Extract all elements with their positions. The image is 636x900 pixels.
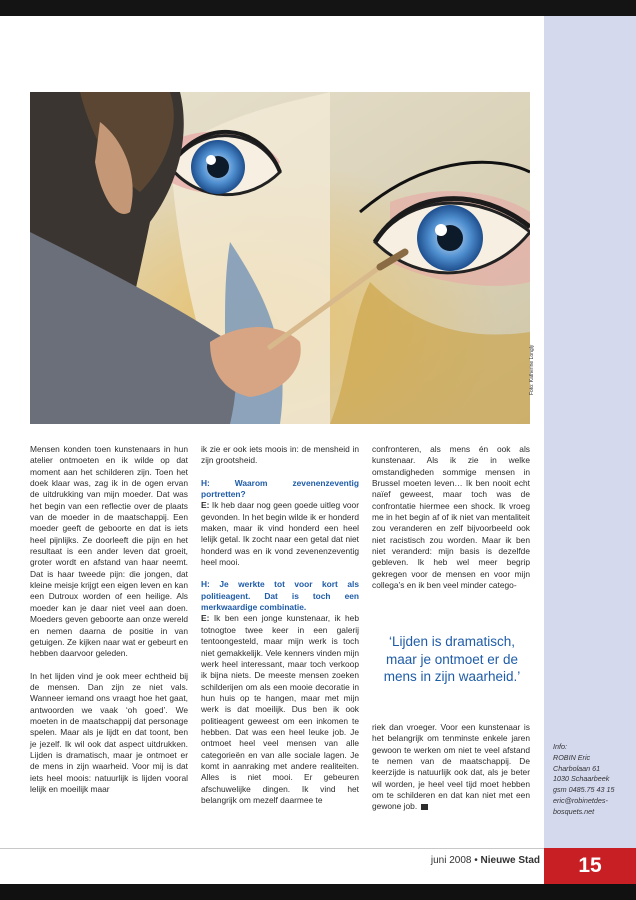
info-email-line-1: eric@robinetdes-: [553, 795, 608, 805]
top-bar: [0, 0, 636, 16]
painting-illustration: [30, 92, 530, 424]
info-email-line-2: bosquets.net: [553, 806, 595, 816]
interview-block-2: [201, 579, 359, 806]
page-number: 15: [544, 848, 636, 884]
answer-label: E:: [201, 613, 210, 624]
interview-question: H: Waarom zevenenzeventig portretten?: [201, 477, 359, 500]
photo-painter-eyes: [30, 92, 530, 424]
pull-quote: ‘Lijden is dramatisch, maar je ontmoet er de mens in zijn waarheid.’: [383, 634, 521, 684]
article-column-1: [30, 444, 188, 806]
info-city: 1030 Schaarbeek: [553, 774, 610, 784]
answer-label: E:: [201, 500, 210, 511]
footer-separator: •: [474, 855, 478, 866]
paragraph: ik zie er ook iets moois in: de mensheid in zijn grootsheid.: [201, 444, 359, 466]
bottom-bar: [0, 884, 636, 900]
end-mark-icon: [421, 804, 428, 810]
info-street: Charbolaan 61: [553, 763, 601, 773]
paragraph: riek dan vroeger. Voor een kunstenaar is het belangrijk om tenminste enkele jaren gewoon te werken om niet te veel afstand te nemen van de maatschappij. De keerzijde is natuurlijk ook dat, als je beter wil worden, je heel veel tijd moet hebben om te schilderen en dat kan niet met een gewone job.: [372, 722, 530, 812]
info-label: Info:: [553, 742, 567, 751]
article-column-3-continued: [372, 722, 530, 813]
interview-block-1: [201, 478, 359, 569]
interview-question: H: Je werkte tot voor kort als politieagent. Dat is toch een merkwaardige combinatie.: [201, 579, 359, 613]
info-box: [553, 742, 635, 818]
issue-date: juni 2008: [430, 855, 472, 866]
paragraph: Mensen konden toen kunstenaars in hun atelier ontmoeten en ik wilde op dat moment aan het schilderen zijn. Toen het doek klaar was, zag ik in de ogen ervan de uitdrukking van mijn moeder. Dat was het begin van een reflectie over de plaats van de moeder in de maatschappij. Een moeder geeft de geboorte en dat is iets heel pijnlijks. Ze doorleeft die pijn en het resultaat is een ander leven dat groeit, groter wordt en afstand van haar neemt. Dat is haar tweede pijn: die jongen, dat kleine meisje krijgt een eigen leven en kan een Dutroux worden of een heilige. Als moeder kan je daar niet veel aan doen. Moeders geven geboorte aan onze wereld en nemen daarna de positie in van getuigen. Ze kijken naar wat er gebeurt en hebben daarvoor geleden.: [30, 444, 188, 659]
magazine-name: Nieuwe Stad: [480, 855, 540, 866]
paragraph: confronteren, als mens én ook als kunstenaar. Als ik zie in welke omstandigheden sommige mensen in Brussel moeten leven… Ik ben nooit echt naïef geweest, maar toch was de confrontatie hiermee een shock. Ik vroeg me in het begin af of ik niet van mentaliteit zou veranderen en zelf bijvoorbeeld ook niet racistisch zou worden. Maar ik ben niet veranderd: mijn basis is dezelfde gebleven. Ik heb wel meer begrip gekregen voor de mensen en voor mijn collega’s en ik ben veel minder catego-: [372, 444, 530, 591]
info-gsm: gsm 0485.75 43 15: [553, 785, 615, 795]
article-column-3: [372, 444, 530, 602]
paragraph: In het lijden vind je ook meer echtheid bij de mensen. Dan zijn ze niet vals. Wanneer iemand ons vraagt hoe het gaat, antwoorden we vaak ‘oh goed’. We moeten in de maatschappij dat personage spelen. Maar als je lijdt en dat toont, ben je jezelf. Ik wil ook dat aspect uitdrukken. Lijden is dramatisch, maar je ontmoet er de mens in zijn waarheid. Voor mij is dat iets heel moois: natuurlijk is lijden vooral lelijk en moeilijk maar: [30, 670, 188, 794]
interview-answer: Ik ben een jonge kunstenaar, ik heb totnogtoe twee keer in een galerij tentoongesteld, maar mijn werk is toch niet gemakkelijk. Vele kenners vinden mijn werk heel interessant, maar toch verkoop ik bijna niets. De meeste mensen zoeken schilderijen om als een mooie decoratie in hun huis op te hangen, maar met mijn werk is dat moeilijk. Dus ben ik ook politieagent geweest om een inkomen te hebben. Dat was een heel leuke job. Je ontmoet heel veel mensen van alle categorieën en van alle sociale lagen. Je komt in aanraking met andere realiteiten. Alles is niet mooi. Er gebeuren afschuwelijke dingen. Ik vind het belangrijk om mezelf daarmee te: [201, 613, 359, 805]
footer-rule: [0, 848, 544, 849]
info-name: ROBIN Eric: [553, 752, 591, 762]
article-column-2: [201, 444, 359, 817]
interview-answer: Ik heb daar nog geen goede uitleg voor gevonden. In het begin wilde ik er honderd maken, maar ik vind honderd een heel lelijk getal. Ik zocht naar een getal dat niet honderd was en ik vond zevenenzeventig heel mooi.: [201, 500, 360, 568]
page-footer: [360, 855, 540, 866]
photo-credit: Foto: Katherine Longly: [529, 344, 535, 395]
